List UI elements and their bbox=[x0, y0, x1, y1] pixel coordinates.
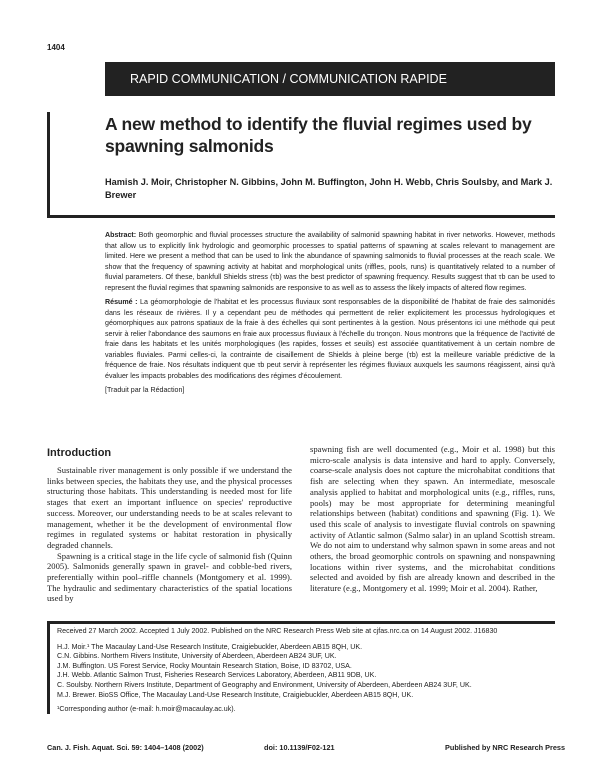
paragraph: spawning fish are well documented (e.g., Moir et al. 1998) but this micro-scale analysis is data intensive and hard to apply. Conversely, coarse-scale analysis does not capture the microhabitat conditions that fish are selecting when they spawn. An intermediate, mesoscale analysis applied to habitat and morphological units (e.g., riffles, runs, pools) may be most appropriate for determining meaningful relationships between (habitat) conditions and spawning (Fig. 1). We used this scale of analysis to investigate fluvial controls on spawning activity of Atlantic salmon (Salmo salar) in an upland Scottish stream. We do not aim to understand why salmon spawn in some areas and not others, the broad geomorphic controls on spawning and nonspawning locations within river systems, and the microhabitat conditions selected and avoided by fish are already known and described in the literature (e.g., Montgomery et al. 1999; Moir et al. 2004). Rather, bbox=[310, 444, 555, 594]
section-banner: RAPID COMMUNICATION / COMMUNICATION RAPIDE bbox=[105, 62, 555, 96]
affiliation: C.N. Gibbins. Northern Rivers Institute, University of Aberdeen, Aberdeen AB24 3UF, UK. bbox=[57, 652, 337, 661]
footnotes-block bbox=[57, 627, 552, 715]
abstract-block bbox=[105, 230, 555, 400]
journal-citation: Can. J. Fish. Aquat. Sci. 59: 1404–1408 (2002) bbox=[47, 743, 204, 752]
affiliation: M.J. Brewer. BioSS Office, The Macaulay Land-Use Research Institute, Craigiebuckler, Aberdeen AB15 8QH, UK. bbox=[57, 690, 414, 699]
abstract-en bbox=[105, 230, 555, 293]
translation-note: [Traduit par la Rédaction] bbox=[105, 386, 185, 394]
footnote-rule-horizontal bbox=[47, 621, 555, 624]
affiliation: C. Soulsby. Northern Rivers Institute, Department of Geography and Environment, University of Aberdeen, Aberdeen AB24 3UF, UK. bbox=[57, 680, 472, 689]
section-heading-introduction: Introduction bbox=[47, 447, 112, 459]
affiliation: H.J. Moir.¹ The Macaulay Land-Use Research Institute, Craigiebuckler, Aberdeen AB15 8QH, UK. bbox=[57, 642, 363, 651]
corresponding-author: ¹Corresponding author (e-mail: h.moir@macaulay.ac.uk). bbox=[57, 705, 236, 714]
doi: doi: 10.1139/F02-121 bbox=[264, 743, 335, 752]
abstract-text: Both geomorphic and fluvial processes structure the availability of salmonid spawning habitat in river networks. However, methods that allow us to explicitly link hydrologic and geomorphic processes to spatial patterns of spawning at scales relevant to management are limited. Here we present a method that can be used to link the abundance of spawning salmonids to fluvial processes at the reach scale. We show that the frequency of spawning activity at habitat and morphological units (riffles, pools, runs) is quantitatively related to a number of fluvial parameters. Of these, bankfull Shields stress (τb) was the best predictor of spawning frequency. Results suggest that τb can be used to represent the fluvial regimes that spawning salmonids are responsive to as well as to assess the likely impacts of altered flow regimes. bbox=[105, 231, 555, 292]
author-list: Hamish J. Moir, Christopher N. Gibbins, John M. Buffington, John H. Webb, Chris Soulsby, and Mark J. Brewer bbox=[105, 177, 553, 200]
affiliation: J.H. Webb. Atlantic Salmon Trust, Fisheries Research Services Laboratory, Aberdeen, AB11 9DB, UK. bbox=[57, 671, 377, 680]
affiliations bbox=[57, 643, 552, 701]
resume-label: Résumé : bbox=[105, 298, 138, 306]
paragraph: Spawning is a critical stage in the life cycle of salmonid fish (Quinn 2005). Salmonids generally spawn in gravel- and cobble-bed rivers, preferentially within pool–riffle channels (Montgomery et al. 1999). The hydraulic and sedimentary characteristics of the spatial locations used by bbox=[47, 550, 292, 604]
title-rule-horizontal bbox=[47, 215, 555, 218]
body-column-right bbox=[310, 444, 555, 622]
body-column-left bbox=[47, 465, 292, 609]
received-dates: Received 27 March 2002. Accepted 1 July 2002. Published on the NRC Research Press Web site at cjfas.nrc.ca on 14 August 2002. J16830 bbox=[57, 627, 498, 635]
resume-text: La géomorphologie de l'habitat et les processus fluviaux sont responsables de la disponibilité de l'habitat de fraie des salmonidés dans les réseaux de rivières. Il y a cependant peu de méthodes qui permettent de relier explicitement les processus hydrologiques et géomorphiques aux patrons spatiaux de la fraie à des échelles qui sont pertinentes à la gestion. Nous présentons ici une méthode qui peut servir à relier l'abondance des saumons en fraie aux processus fluviaux à l'échelle du tronçon. Nous montrons que la fréquence de l'activité de fraie dans les habitats et les unités morphologiques (les rapides, fosses et seuils) est associée quantitativement à un certain nombre de variables fluviales. Parmi celles-ci, la contrainte de cisaillement de Shields à pleine berge (τb) est la meilleure variable prédictive de la fréquence de fraie. Nos résultats indiquent que τb peut servir à représenter les régimes fluviaux auxquels les saumons réagissent, ainsi qu'à évaluer les impacts probables des modifications des régimes d'écoulement. bbox=[105, 298, 555, 380]
abstract-fr bbox=[105, 297, 555, 381]
paper-title: A new method to identify the fluvial regimes used by spawning salmonids bbox=[105, 114, 532, 156]
affiliation: J.M. Buffington. US Forest Service, Rocky Mountain Research Station, Boise, ID 83702, USA. bbox=[57, 661, 352, 670]
abstract-label: Abstract: bbox=[105, 231, 137, 239]
paragraph: Sustainable river management is only possible if we understand the links between species, the habitats they use, and the physical processes structuring those habitats. This understanding is needed most for life stages that exert an important influence on species' reproductive success. Moreover, our understanding needs to be at scales relevant to management, whether it be the development of environmental flow regimes in regulated systems or habitat restoration in physically degraded channels. bbox=[47, 465, 292, 550]
footnote-rule-vertical bbox=[47, 622, 50, 714]
title-rule-vertical bbox=[47, 112, 50, 218]
page-number: 1404 bbox=[47, 43, 65, 52]
publisher: Published by NRC Research Press bbox=[445, 743, 566, 752]
